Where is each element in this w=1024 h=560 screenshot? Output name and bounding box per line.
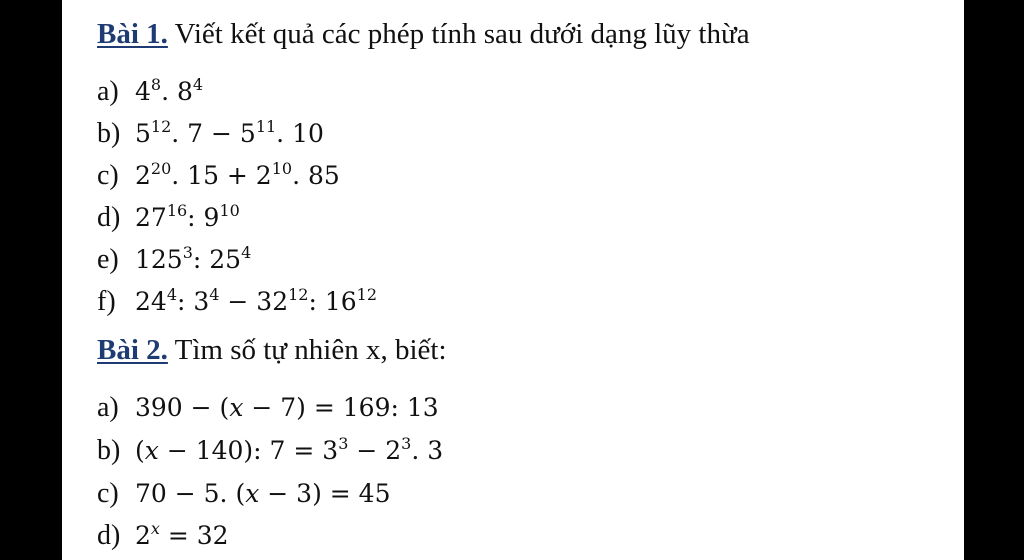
item-letter: a) (97, 392, 119, 423)
item-expression (135, 119, 324, 148)
expression-text: . 3 (411, 436, 444, 465)
expression-exponent: 3 (182, 243, 193, 262)
item-letter: c) (97, 478, 119, 509)
expression-exponent: 8 (150, 75, 162, 94)
expression-exponent: 4 (166, 285, 177, 304)
expression-text: . 10 (276, 119, 324, 148)
expression-exponent: 4 (192, 75, 204, 94)
item-letter: b) (97, 118, 121, 149)
expression-exponent: 10 (271, 159, 293, 178)
item-expression (135, 479, 390, 508)
expression-text: − 140): 7 = 3 (158, 436, 339, 465)
exercise-2-title: Tìm số tự nhiên x, biết: (174, 334, 447, 366)
item-expression (135, 393, 439, 422)
expression-text: 70 − 5. ( (135, 479, 246, 508)
expression-exponent: 3 (401, 434, 412, 453)
exercise-2-heading (97, 334, 447, 367)
expression-text: 2 (135, 161, 151, 190)
expression-exponent: 12 (150, 117, 172, 136)
expression-variable: x (245, 479, 260, 508)
item-expression (135, 245, 251, 274)
item-letter: d) (97, 202, 121, 233)
exercise-1-item-d (97, 202, 240, 240)
expression-exponent: 16 (166, 201, 188, 220)
exercise-2-label: Bài 2. (97, 334, 168, 366)
exercise-1-item-c (97, 160, 340, 198)
expression-variable: x (229, 393, 244, 422)
exercise-1-title: Viết kết quả các phép tính sau dưới dạng lũy thừa (174, 18, 750, 50)
item-expression (135, 521, 229, 550)
expression-exponent: 4 (241, 243, 252, 262)
exercise-1-item-e (97, 244, 251, 282)
expression-text: 4 (135, 77, 151, 106)
expression-exponent: 4 (209, 285, 220, 304)
expression-exponent: 10 (219, 201, 240, 220)
expression-text: 125 (135, 245, 183, 274)
expression-text: 390 − ( (135, 393, 230, 422)
expression-text: : 25 (192, 245, 242, 274)
expression-text: = 32 (159, 521, 229, 550)
expression-exponent: x (150, 519, 160, 538)
item-letter: d) (97, 520, 121, 551)
expression-text: . 15 + 2 (171, 161, 272, 190)
expression-text: − 2 (348, 436, 402, 465)
expression-text: . 8 (161, 77, 193, 106)
exercise-1-item-f (97, 286, 377, 324)
exercise-2-item-a (97, 392, 439, 430)
expression-text: 5 (135, 119, 151, 148)
expression-text: 24 (135, 287, 167, 316)
item-letter: e) (97, 244, 119, 275)
exercise-2-item-c (97, 478, 390, 516)
expression-text: 27 (135, 203, 167, 232)
exercise-1-label: Bài 1. (97, 18, 168, 50)
expression-exponent: 11 (255, 117, 277, 136)
exercise-2-item-b (97, 435, 443, 473)
expression-text: . 7 − 5 (171, 119, 256, 148)
item-expression (135, 161, 340, 190)
item-expression (135, 287, 377, 316)
expression-exponent: 3 (338, 434, 349, 453)
item-letter: f) (97, 286, 116, 317)
expression-text: : 9 (187, 203, 220, 232)
expression-text: − 32 (219, 287, 289, 316)
item-letter: b) (97, 435, 121, 466)
expression-text: − 3) = 45 (259, 479, 391, 508)
expression-text: ( (135, 436, 145, 465)
item-expression (135, 436, 443, 465)
exercise-2-item-d (97, 520, 229, 558)
expression-text: 2 (135, 521, 151, 550)
exercise-1-heading (97, 18, 750, 51)
item-expression (135, 77, 203, 106)
item-letter: c) (97, 160, 119, 191)
item-expression (135, 203, 240, 232)
expression-exponent: 12 (288, 285, 309, 304)
document-page (62, 0, 964, 560)
expression-exponent: 12 (356, 285, 378, 304)
expression-exponent: 20 (150, 159, 172, 178)
exercise-1-item-a (97, 76, 203, 114)
expression-text: . 85 (292, 161, 340, 190)
expression-text: − 7) = 169: 13 (243, 393, 439, 422)
exercise-1-item-b (97, 118, 324, 156)
expression-variable: x (144, 436, 159, 465)
expression-text: : 3 (177, 287, 210, 316)
item-letter: a) (97, 76, 119, 107)
expression-text: : 16 (308, 287, 357, 316)
